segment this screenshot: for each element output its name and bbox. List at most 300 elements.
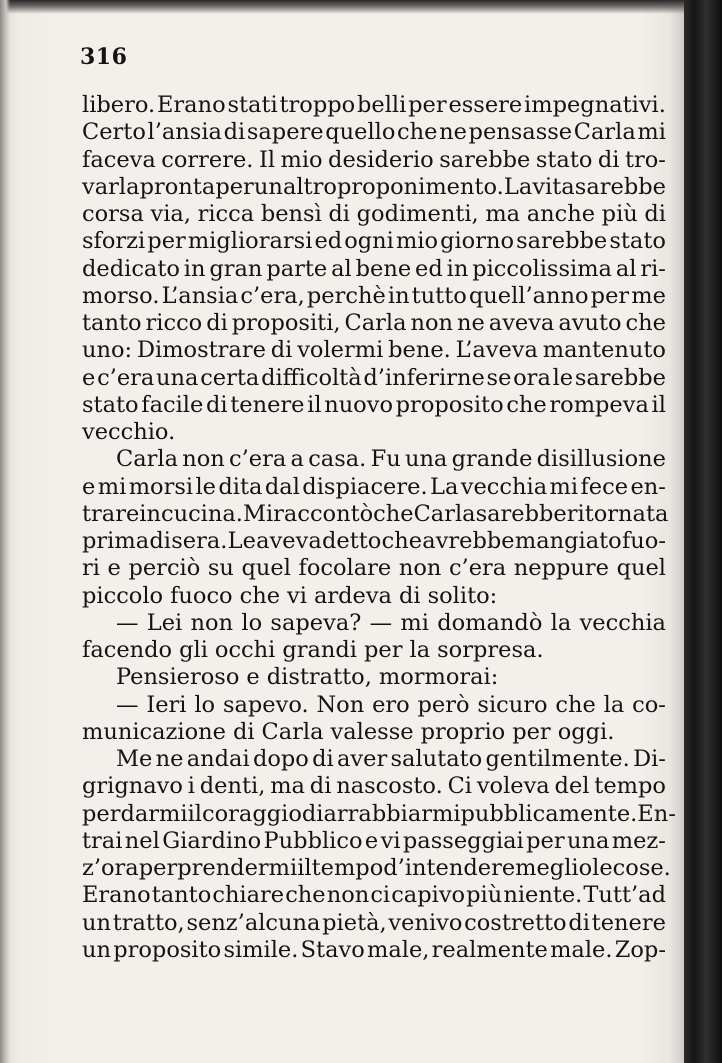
text-word: nel [124, 827, 160, 854]
text-word: e [246, 664, 260, 691]
text-word: Di- [633, 746, 666, 772]
text-word: rompeva [549, 391, 649, 418]
text-word: Il [258, 146, 276, 173]
text-word: i [187, 773, 195, 800]
text-word: tutto [411, 282, 467, 309]
text-word: che [381, 528, 423, 554]
text-word: tanto [151, 882, 212, 909]
text-word: mormorai: [378, 664, 499, 691]
text-word: giorno [440, 228, 515, 255]
text-word: denti, [199, 773, 266, 800]
text-word: focolare [298, 555, 392, 582]
text-word: ne [457, 310, 485, 336]
text-word: una [566, 827, 610, 854]
text-word: di [309, 773, 332, 800]
text-word: propositi, [231, 310, 341, 336]
text-word: ma [270, 773, 305, 800]
text-word: male. [550, 936, 613, 963]
text-word: occhi [214, 637, 276, 663]
text-word: Erano [82, 882, 151, 909]
text-word: realmente [431, 936, 548, 963]
page-gutter-shadow [0, 0, 10, 1063]
text-line [82, 692, 666, 719]
text-word: quel [616, 555, 666, 582]
text-word: ed [415, 255, 443, 282]
text-word: al [331, 255, 352, 282]
text-line [82, 910, 666, 937]
text-word: essere [448, 92, 523, 118]
text-word: belli [357, 92, 407, 118]
text-word: vi [287, 582, 307, 609]
text-word: Carla [344, 310, 407, 336]
text-word: ritornata [566, 500, 669, 527]
text-word: sarebbe [574, 364, 666, 391]
text-word: per [364, 637, 403, 663]
text-word: difficoltà [261, 364, 362, 391]
text-line [82, 773, 666, 800]
text-word: vecchia [460, 473, 548, 500]
text-line [82, 610, 666, 637]
text-word: passeggiai [402, 827, 524, 854]
text-line [82, 937, 666, 964]
text-word: un [82, 936, 111, 963]
text-word: certa [200, 364, 260, 391]
text-word: neppure [513, 555, 609, 582]
text-word: tempo [594, 773, 666, 800]
text-line [82, 528, 666, 555]
text-word: il [187, 800, 202, 827]
text-word: tro- [624, 146, 666, 173]
text-word: non [190, 609, 234, 636]
text-word: ne [155, 746, 184, 772]
text-word: grandi [282, 637, 358, 663]
text-word: la [550, 609, 572, 636]
text-word: c’era [448, 555, 507, 582]
text-word: di [232, 718, 255, 745]
text-word: mi [549, 473, 579, 500]
text-line [82, 283, 666, 310]
text-word: costretto [464, 909, 567, 936]
text-word: impegnativi. [524, 92, 666, 118]
text-line [82, 365, 666, 392]
text-line [82, 746, 666, 773]
text-word: quel [241, 555, 291, 582]
text-word: dispiacere. [302, 473, 428, 500]
text-word: tenere [591, 909, 666, 936]
text-word: e [364, 827, 379, 854]
text-word: Zop- [614, 936, 666, 963]
text-word: grande [451, 446, 533, 473]
text-word: ci [370, 882, 391, 909]
text-word: desiderio [328, 146, 434, 173]
text-word: Giardino [162, 827, 262, 854]
text-word: valesse [330, 718, 414, 745]
text-word: Fu [370, 446, 401, 473]
text-word: ora [513, 364, 551, 391]
text-word: pronta [139, 173, 216, 200]
text-word: in [139, 500, 161, 527]
text-word: z’ora [82, 855, 139, 881]
text-word: avrebbe [422, 528, 515, 554]
text-word: piccolo [82, 582, 164, 609]
text-word: libero. [82, 92, 156, 118]
text-word: sarebbe [475, 500, 567, 527]
text-word: gli [179, 637, 208, 663]
text-word: e [107, 555, 121, 582]
text-word: di [398, 582, 421, 609]
text-word: nuovo [324, 391, 393, 418]
text-line [82, 419, 666, 446]
text-word: una [156, 364, 199, 391]
text-word: uno: [82, 337, 133, 364]
text-word: proposito [113, 936, 222, 963]
text-word: al [615, 255, 637, 282]
text-word: Pubblico [263, 827, 363, 854]
text-word: ri- [640, 255, 666, 282]
text-word: quello [325, 119, 396, 146]
text-word: mi [400, 609, 429, 636]
text-word: En- [637, 800, 676, 827]
text-word: più [466, 882, 503, 909]
text-word: una [404, 446, 448, 473]
text-line [82, 201, 666, 228]
text-word: mio [395, 228, 439, 255]
text-word: aver [337, 746, 388, 772]
book-binding-edge [684, 0, 722, 1063]
text-word: solito: [427, 582, 498, 609]
text-word: sarebbe [574, 173, 666, 200]
text-word: sarebbe [516, 228, 608, 255]
text-word: c’era, [240, 282, 305, 309]
text-word: coraggio [202, 800, 302, 827]
text-word: troppo [279, 92, 356, 118]
text-word: trai [82, 827, 123, 854]
text-word: d’inferirne [363, 364, 485, 391]
text-word: Mi [242, 500, 274, 527]
text-word: anche [526, 201, 596, 227]
text-word: aveva [488, 310, 555, 336]
text-word: oggi. [557, 718, 615, 745]
text-word: niente. [503, 882, 583, 909]
text-line [82, 119, 666, 146]
text-line [82, 256, 666, 283]
text-word: — [116, 691, 139, 718]
text-line [82, 147, 666, 174]
text-word: di [597, 146, 620, 173]
text-word: altro [282, 173, 337, 200]
text-line [82, 583, 666, 610]
text-word: parte [266, 255, 328, 282]
text-word: L’ansia [161, 282, 239, 309]
text-word: correre. [161, 146, 254, 173]
text-word: male, [367, 936, 430, 963]
text-word: volermi [297, 337, 384, 364]
text-word: fuo- [621, 528, 666, 554]
text-word: godimenti, [356, 201, 479, 227]
text-word: perciò [128, 555, 201, 582]
text-word: c’era [229, 446, 287, 473]
text-line [82, 392, 666, 419]
text-word: voleva [476, 773, 550, 800]
text-word: bene [355, 255, 412, 282]
text-word: ardeva [313, 582, 392, 609]
text-word: Ci [447, 773, 472, 800]
text-word: arrabbiarmi [323, 800, 461, 827]
text-word: via, [150, 201, 191, 227]
text-word: ma [485, 201, 521, 227]
text-word: mi [97, 473, 127, 500]
text-word: però [417, 691, 470, 718]
text-word: meglio [515, 855, 593, 881]
text-word: dopo [252, 746, 309, 772]
text-line [82, 228, 666, 255]
text-word: proposito [395, 391, 504, 418]
text-word: chiare [212, 882, 285, 909]
text-word: proprio [420, 718, 506, 745]
text-word: Carla [261, 718, 324, 745]
text-word: Dimostrare [136, 337, 266, 364]
text-word: en- [630, 473, 666, 500]
text-line [82, 474, 666, 501]
text-word: in [446, 255, 469, 282]
text-word: — [116, 609, 139, 636]
text-word: mio [280, 146, 323, 173]
text-word: Lei [146, 609, 183, 636]
text-word: se [486, 364, 512, 391]
text-word: facile [141, 391, 204, 418]
text-line [82, 828, 666, 855]
text-word: Pensieroso [116, 664, 240, 691]
text-word: sorpresa. [437, 637, 544, 663]
text-word: Erano [156, 92, 226, 118]
text-word: in [387, 282, 410, 309]
text-word: proponimento. [336, 173, 504, 200]
text-word: casa. [308, 446, 367, 473]
text-word: vita [532, 173, 575, 200]
text-word: avuto [558, 310, 622, 336]
text-word: le [592, 855, 613, 881]
body-text [82, 92, 676, 964]
text-word: domandò [437, 609, 543, 636]
text-word: pietà, [322, 909, 387, 936]
text-word: e [82, 364, 96, 391]
text-word: cucina. [160, 500, 243, 527]
text-word: cose. [612, 855, 671, 881]
text-word: faceva [82, 146, 156, 173]
text-word: tanto [82, 310, 142, 336]
text-line [82, 637, 666, 664]
text-word: di [149, 528, 171, 554]
text-word: simile. [223, 936, 299, 963]
text-word: prendermi [177, 855, 298, 881]
text-word: ed [314, 228, 343, 255]
text-word: municazione [82, 718, 226, 745]
text-word: c’era [97, 364, 155, 391]
text-word: per [215, 173, 254, 200]
text-word: che [555, 691, 596, 718]
text-word: non [410, 310, 454, 336]
text-word: Stavo [300, 936, 365, 963]
text-word: per [512, 718, 551, 745]
text-word: non [326, 882, 370, 909]
text-word: L’aveva [455, 337, 538, 364]
text-word: detto [322, 528, 382, 554]
text-word: del [554, 773, 590, 800]
text-word: di [328, 201, 350, 227]
text-line [82, 800, 676, 828]
text-word: trare [82, 500, 140, 527]
text-word: tratto, [112, 909, 185, 936]
text-word: La [430, 473, 459, 500]
text-word: Non [316, 691, 365, 718]
text-word: per [82, 800, 121, 827]
text-word: perchè [306, 282, 386, 309]
text-line [82, 664, 666, 691]
text-word: ero [372, 691, 410, 718]
text-word: me [631, 282, 666, 309]
text-word: stati [227, 92, 278, 118]
text-line [82, 719, 666, 746]
text-word: che [397, 119, 438, 146]
text-word: quell’anno [468, 282, 589, 309]
text-word: pensasse [468, 119, 573, 146]
text-word: su [207, 555, 234, 582]
text-word: Carla [116, 446, 178, 473]
text-word: sapevo. [222, 691, 309, 718]
text-word: corsa [82, 201, 144, 227]
text-word: pubblicamente. [460, 800, 638, 827]
text-word: dal [264, 473, 300, 500]
text-word: le [195, 473, 216, 500]
text-word: sicuro [477, 691, 548, 718]
text-word: lo [194, 691, 216, 718]
text-line [82, 855, 671, 882]
text-word: mi [637, 119, 666, 146]
text-word: sarebbe [439, 146, 531, 173]
text-word: piccolissima [472, 255, 612, 282]
text-word: facendo [82, 637, 173, 663]
text-word: d’intendere [383, 855, 516, 881]
text-word: Certo [82, 119, 146, 146]
page-top-shadow [0, 0, 722, 14]
text-word: il [297, 855, 312, 881]
text-word: prima [82, 528, 150, 554]
text-word: sforzi [82, 228, 146, 255]
text-word: la [603, 691, 625, 718]
text-word: dedicato [82, 255, 180, 282]
text-word: capivo [391, 882, 466, 909]
text-word: ri [82, 555, 100, 582]
text-word: di [205, 391, 228, 418]
text-word: tenere [230, 391, 305, 418]
text-word: di [568, 909, 590, 936]
text-word: di [270, 337, 293, 364]
text-word: per [138, 855, 178, 881]
text-word: varla [82, 173, 140, 200]
text-word: venivo [388, 909, 463, 936]
text-word: stato [535, 146, 593, 173]
text-word: più [601, 201, 638, 227]
text-word: Le [227, 528, 256, 554]
text-word: aveva [256, 528, 322, 554]
text-word: vecchio. [82, 419, 176, 445]
text-word: — [369, 609, 393, 636]
text-word: morso. [82, 282, 160, 309]
text-word: senz’alcuna [186, 909, 321, 936]
text-word: Carla [413, 500, 476, 527]
text-line [82, 337, 666, 364]
text-word: che [373, 500, 414, 527]
text-word: andai [186, 746, 250, 772]
text-word: distratto, [266, 664, 372, 691]
text-line [82, 174, 666, 201]
text-word: salutato [390, 746, 483, 772]
text-word: un [82, 909, 111, 936]
text-line [82, 92, 666, 119]
text-word: che [625, 310, 666, 336]
text-word: tempo [311, 855, 384, 881]
text-word: migliorarsi [187, 228, 313, 255]
text-word: Me [116, 746, 153, 772]
text-word: di [312, 746, 334, 772]
text-word: bensì [260, 201, 322, 227]
text-word: le [552, 364, 574, 391]
text-word: non [182, 446, 225, 473]
text-word: stato [609, 228, 666, 255]
text-word: raccontò [273, 500, 374, 527]
text-word: sapeva? [270, 609, 362, 636]
text-word: di [301, 800, 324, 827]
text-word: mangiato [514, 528, 622, 554]
text-word: sera. [171, 528, 228, 554]
text-word: co- [632, 691, 666, 718]
text-line [82, 555, 666, 582]
text-word: lo [241, 609, 263, 636]
text-word: e [82, 473, 96, 500]
text-word: di [223, 119, 246, 146]
text-word: darmi [120, 800, 188, 827]
text-word: per [147, 228, 186, 255]
text-word: ricco [145, 310, 203, 336]
text-word: il [651, 391, 666, 418]
text-word: per [590, 282, 630, 309]
text-word: in [183, 255, 206, 282]
text-word: gentilmente. [485, 746, 630, 772]
text-word: a [290, 446, 304, 473]
text-word: ne [439, 119, 467, 146]
text-word: la [409, 637, 431, 663]
text-word: Ieri [146, 691, 187, 718]
text-word: disillusione [536, 446, 666, 473]
text-word: di [644, 201, 666, 227]
text-word: il [307, 391, 322, 418]
text-line [82, 446, 666, 473]
text-word: gran [209, 255, 263, 282]
text-word: stato [82, 391, 139, 418]
text-word: Carla [573, 119, 636, 146]
page-number: 316 [80, 44, 128, 70]
text-word: non [398, 555, 442, 582]
text-word: morsi [128, 473, 194, 500]
text-word: fuoco [170, 582, 233, 609]
text-word: che [285, 882, 326, 909]
text-word: mez- [611, 827, 666, 854]
text-word: dita [218, 473, 263, 500]
text-word: mantenuto [542, 337, 666, 364]
text-word: nascosto. [336, 773, 443, 800]
text-word: Tutt’ad [583, 882, 666, 909]
text-word: grignavo [82, 773, 183, 800]
